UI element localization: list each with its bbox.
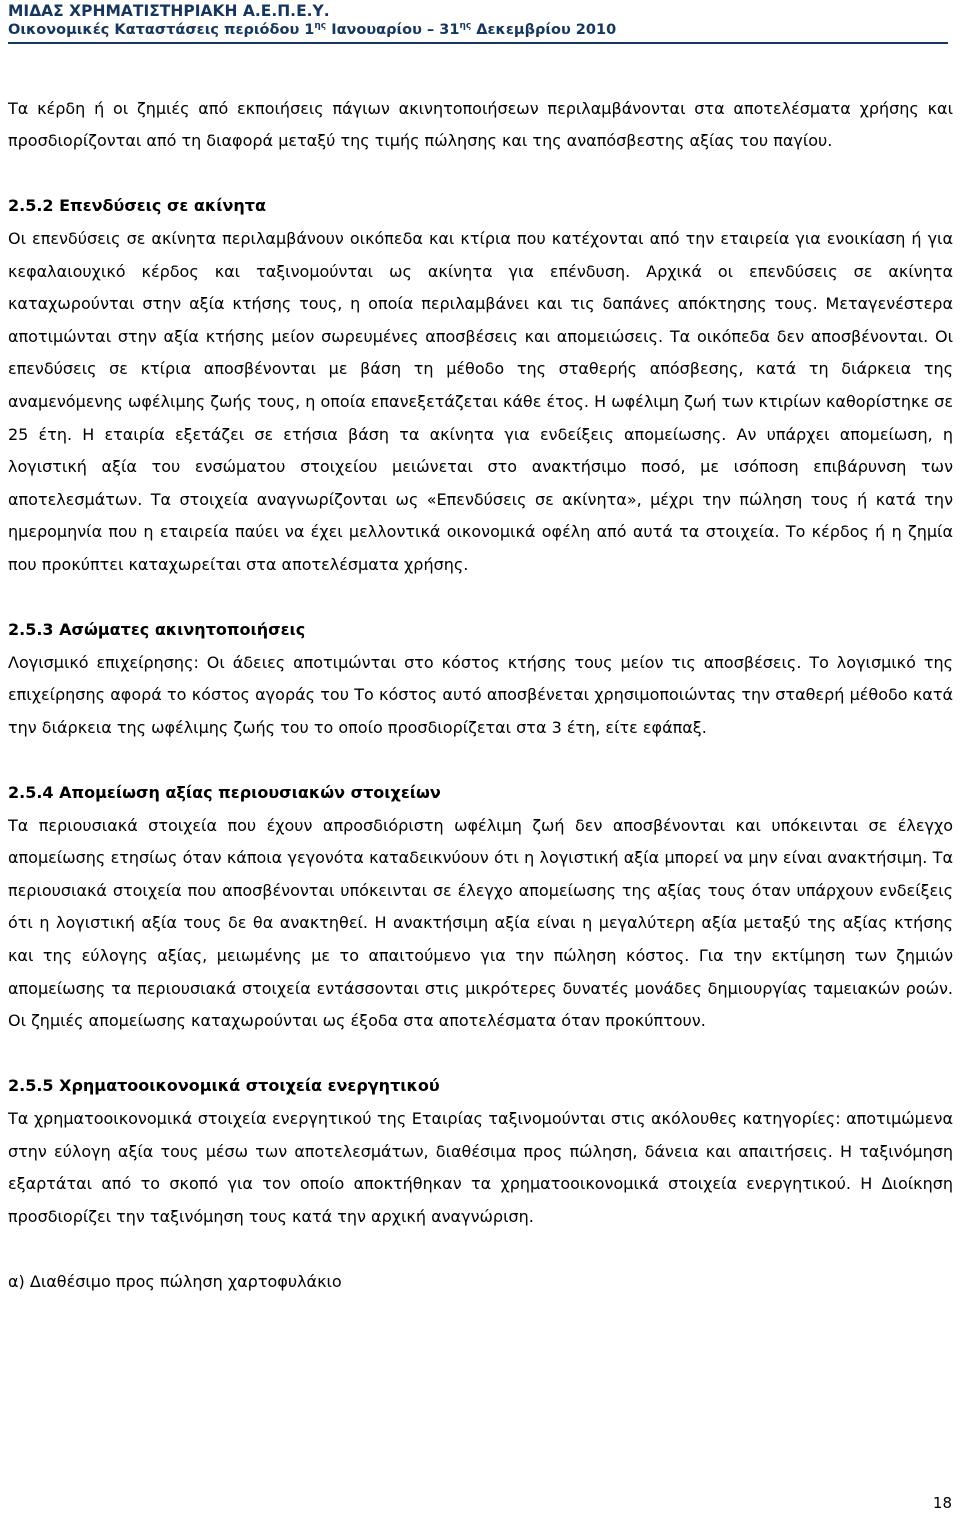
sub-item-available-for-sale: α) Διαθέσιμο προς πώληση χαρτοφυλάκιο [8,1271,342,1291]
section-heading-financial-assets: 2.5.5 Χρηματοοικονομικά στοιχεία ενεργητικού [8,1076,440,1096]
section-heading-intangible-assets: 2.5.3 Ασώματες ακινητοποιήσεις [8,620,306,640]
header-period [8,21,948,40]
spacer [8,158,953,191]
spacer [8,582,953,615]
intro-paragraph: Τα κέρδη ή οι ζημιές από εκποιήσεις πάγιων ακινητοποιήσεων περιλαμβάνονται στα αποτελέσματα χρήσης και προσδιορίζονται από τη διαφορά μεταξύ της τιμής πώλησης και της αναπόσβεστης αξίας του παγίου. [8,98,953,151]
section-body-investment-property: Οι επενδύσεις σε ακίνητα περιλαμβάνουν οικόπεδα και κτίρια που κατέχονται από την εταιρεία για ενοικίαση ή για κεφαλαιουχικό κέρδος και ταξινομούνται ως ακίνητα για επένδυση. Αρχικά οι επενδύσεις σε ακίνητα καταχωρούνται στην αξία κτήσης τους, η οποία περιλαμβάνει και τις δαπάνες απόκτησης τους. Μεταγενέστερα αποτιμώνται στην αξία κτήσης μείον σωρευμένες αποσβέσεις και απομειώσεις. Τα οικόπεδα δεν αποσβένονται. Οι επενδύσεις σε κτίρια αποσβένονται με βάση τη μέθοδο της σταθερής απόσβεσης, κατά τη διάρκεια της αναμενόμενης ωφέλιμης ζωής τους, η οποία επανεξετάζεται κάθε έτος. Η ωφέλιμη ζωή των κτιρίων καθορίστηκε σε 25 έτη. Η εταιρία εξετάζει σε ετήσια βάση τα ακίνητα για ενδείξεις απομείωσης. Αν υπάρχει απομείωση, η λογιστική αξία του ενσώματου στοιχείου μειώνεται στο ανακτήσιμο ποσό, με ισόποση επιβάρυνση των αποτελεσμάτων. Τα στοιχεία αναγνωρίζονται ως «Επενδύσεις σε ακίνητα», μέχρι την πώληση τους ή κατά την ημερομηνία που η εταιρεία παύει να έχει μελλοντικά οικονομικά οφέλη από αυτά τα στοιχεία. Το κέρδος ή η ζημία που προκύπτει καταχωρείται στα αποτελέσματα χρήσης. [8,228,953,574]
header-period-sup-2: ης [459,21,472,32]
section-heading-impairment: 2.5.4 Απομείωση αξίας περιουσιακών στοιχείων [8,783,441,803]
document-body [8,60,953,1299]
spacer [8,1038,953,1071]
spacer [8,744,953,777]
section-body-intangible-assets: Λογισμικό επιχείρησης: Οι άδειες αποτιμώνται στο κόστος κτήσης τους μείον τις αποσβέσεις. Το λογισμικό της επιχείρησης αφορά το κόστος αγοράς του Το κόστος αυτό αποσβένεται χρησιμοποιώντας την σταθερή μέθοδο κατά την διάρκεια της ωφέλιμης ζωής του το οποίο προσδιορίζεται στα 3 έτη, είτε εφάπαξ. [8,652,953,737]
header-divider [8,42,948,44]
page-header [8,2,948,44]
page-number: 18 [932,1494,952,1512]
header-company-name: ΜΙΔΑΣ ΧΡΗΜΑΤΙΣΤΗΡΙΑΚΗ Α.Ε.Π.Ε.Υ. [8,2,330,20]
spacer [8,1233,953,1266]
section-body-financial-assets: Τα χρηματοοικονομικά στοιχεία ενεργητικού της Εταιρίας ταξινομούνται στις ακόλουθες κατηγορίες: αποτιμώμενα στην εύλογη αξία τους μέσω των αποτελεσμάτων, διαθέσιμα προς πώληση, δάνεια και απαιτήσεις. Η ταξινόμηση εξαρτάται από το σκοπό για τον οποίο αποκτήθηκαν τα χρηματοοικονομικά στοιχεία ενεργητικού. Η Διοίκηση προσδιορίζει την ταξινόμηση τους κατά την αρχική αναγνώριση. [8,1109,953,1226]
spacer [8,60,953,93]
header-period-sup-1: ης [314,21,327,32]
section-body-impairment: Τα περιουσιακά στοιχεία που έχουν απροσδιόριστη ωφέλιμη ζωή δεν αποσβένονται και υπόκεινται σε έλεγχο απομείωσης ετησίως όταν κάποια γεγονότα καταδεικνύουν ότι η λογιστική αξία μπορεί να μην είναι ανακτήσιμη. Τα περιουσιακά στοιχεία που αποσβένονται υπόκεινται σε έλεγχο απομείωσης της αξίας τους όταν υπάρχουν ενδείξεις ότι η λογιστική αξία τους δε θα ανακτηθεί. Η ανακτήσιμη αξία είναι η μεγαλύτερη αξία μεταξύ της αξίας κτήσης και της εύλογης αξίας, μειωμένης με το απαιτούμενο για την πώληση κόστος. Για την εκτίμηση των ζημιών απομείωσης τα περιουσιακά στοιχεία εντάσσονται στις μικρότερες δυνατές μονάδες δημιουργίας ταμειακών ροών. Οι ζημιές απομείωσης καταχωρούνται ως έξοδα στα αποτελέσματα όταν προκύπτουν. [8,815,953,1031]
header-period-text-1: Οικονομικές Καταστάσεις περιόδου 1 [8,22,315,38]
header-period-text-2: Ιανουαρίου – 31 [326,22,460,38]
section-heading-investment-property: 2.5.2 Επενδύσεις σε ακίνητα [8,196,266,216]
header-period-text-3: Δεκεμβρίου 2010 [471,22,617,38]
